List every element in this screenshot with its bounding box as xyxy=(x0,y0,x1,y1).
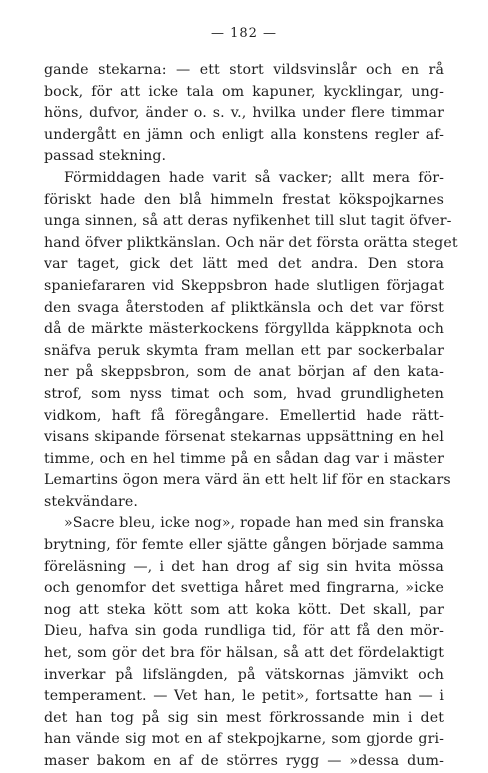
text-line: stekvändare. xyxy=(44,493,139,510)
text-line: spaniefararen vid Skeppsbron hade slutligen förjagat xyxy=(44,277,444,294)
text-line: »Sacre bleu, icke nog», ropade han med sin franska xyxy=(64,515,444,532)
paragraph xyxy=(44,60,444,168)
text-line: Dieu, hafva sin goda rundliga tid, för att få den mör- xyxy=(44,623,444,640)
text-line: Förmiddagen hade varit så vacker; allt mera för- xyxy=(64,169,444,186)
text-line: vidkom, haft få föregångare. Emellertid hade rätt- xyxy=(44,407,444,424)
page-number: — 182 — xyxy=(210,26,278,41)
text-line: maser bakom en af de störres rygg — »dessa dum- xyxy=(44,753,444,769)
body-text xyxy=(44,60,458,773)
text-line: het, som gör det bra för hälsan, så att det fördelaktigt xyxy=(44,645,444,662)
text-line: nog att steka kött som att koka kött. Det skall, par xyxy=(44,601,444,618)
text-line: den svaga återstoden af pliktkänsla och det var först xyxy=(44,299,444,316)
text-line: temperament. — Vet han, le petit», fortsatte han — i xyxy=(44,688,444,705)
text-line: det han tog på sig sin mest förkrossande min i det xyxy=(44,709,444,726)
text-line: han vände sig mot en af stekpojkarne, som gjorde gri- xyxy=(44,731,444,748)
text-line: och genomfor det svettiga håret med fingrarna, »icke xyxy=(44,580,444,597)
text-line: visans skipande försenat stekarnas uppsättning en hel xyxy=(44,429,444,446)
text-line: gande stekarna: — ett stort vildsvinslår och en rå xyxy=(44,62,444,78)
text-line: Lemartins ögon mera värd än ett helt lif för en stackars xyxy=(44,472,451,489)
text-line: undergått en jämn och enligt alla konstens regler af- xyxy=(44,126,444,143)
text-line: ner på skeppsbron, som de anat början af den kata- xyxy=(44,364,444,381)
text-line: hand öfver pliktkänslan. Och när det första orätta steget xyxy=(44,234,458,251)
text-line: timme, och en hel timme på en sådan dag var i mäster xyxy=(44,450,444,467)
text-line: föreläsning —, i det han drog af sig sin hvita mössa xyxy=(44,558,444,575)
text-line: strof, som nyss timat och som, hvad grundligheten xyxy=(44,385,444,402)
text-line: höns, dufvor, änder o. s. v., hvilka under flere timmar xyxy=(44,105,444,122)
text-line: unga sinnen, så att deras nyfikenhet till slut tagit öfver- xyxy=(44,213,452,230)
text-line: snäfva peruk skymta fram mellan ett par sockerbalar xyxy=(44,342,444,359)
text-line: brytning, för femte eller sjätte gången började samma xyxy=(44,537,444,554)
text-line: då de märkte mästerkockens förgyllda käppknota och xyxy=(44,321,444,338)
paragraph xyxy=(44,513,444,772)
text-line: inverkar på lifslängden, på vätskornas jämvikt och xyxy=(44,666,444,683)
text-line: föriskt hade den blå himmeln frestat kökspojkarnes xyxy=(44,191,444,208)
text-line: passad stekning. xyxy=(44,148,167,165)
text-line: bock, för att icke tala om kapuner, kycklingar, ung- xyxy=(44,83,444,100)
text-line: var taget, gick det lätt med det andra. Den stora xyxy=(44,256,444,273)
paragraph xyxy=(44,168,458,514)
